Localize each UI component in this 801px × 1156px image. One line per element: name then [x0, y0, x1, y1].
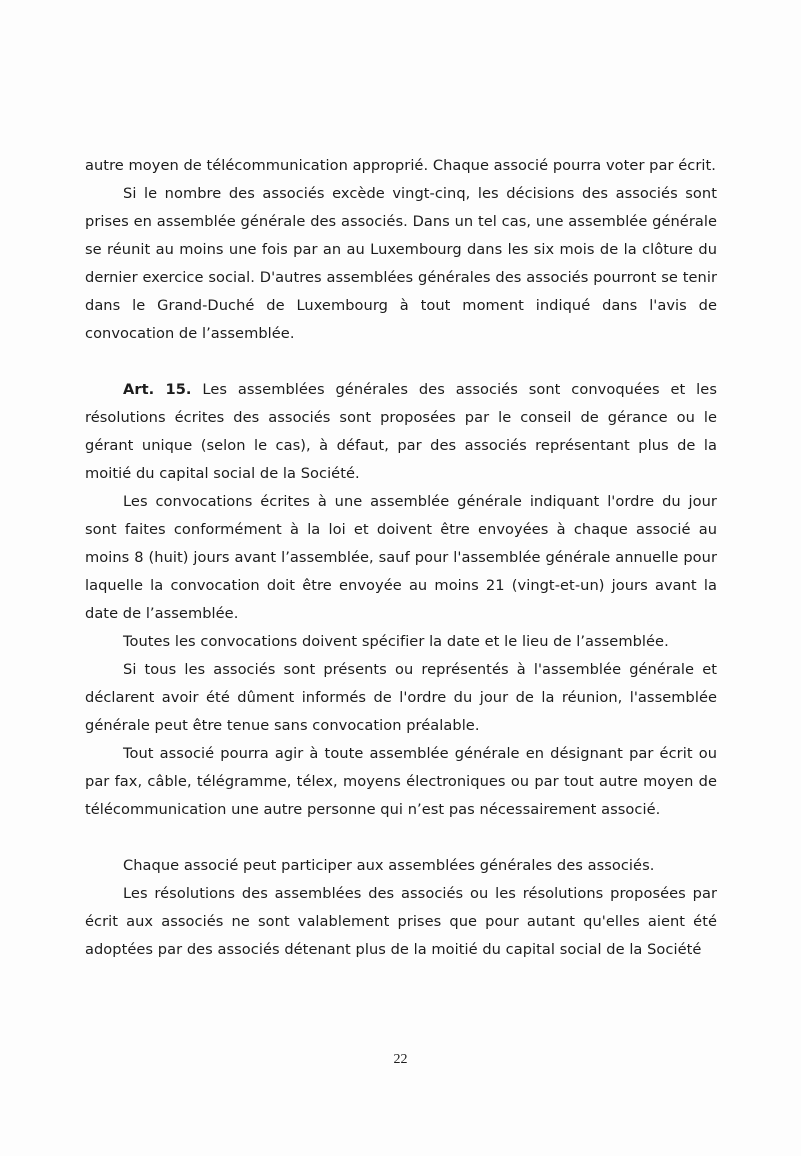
paragraph-convocation-content: Toutes les convocations doivent spécifier la date et le lieu de l’assemblée.	[123, 633, 669, 650]
paragraph-assembly-threshold: Si le nombre des associés excède vingt-cinq, les décisions des associés sont prises en assemblée générale des associés. Dans un tel cas, une assemblée générale se réunit au moins une fois par an au Luxembourg dans les six mois de la clôture du dernier exercice social. D'autres assemblées générales des associés pourront se tenir dans le Grand-Duché de Luxembourg à tout moment indiqué dans l'avis de convocation de l’assemblée.	[85, 185, 717, 342]
article-15-text: Les assemblées générales des associés sont convoquées et les résolutions écrites des associés sont proposées par le conseil de gérance ou le gérant unique (selon le cas), à défaut, par des associés représentant plus de la moitié du capital social de la Société.	[85, 381, 717, 482]
paragraph-proxy: Tout associé pourra agir à toute assemblée générale en désignant par écrit ou par fax, câble, télégramme, télex, moyens électroniques ou par tout autre moyen de télécommunication une autre personne qui n’est pas nécessairement associé.	[85, 745, 717, 818]
body-text	[85, 152, 717, 964]
page-number: 22	[393, 1052, 408, 1067]
paragraph-waiver: Si tous les associés sont présents ou représentés à l'assemblée générale et déclarent avoir été dûment informés de l'ordre du jour de la réunion, l'assemblée générale peut être tenue sans convocation préalable.	[85, 661, 717, 734]
paragraph-convocations: Les convocations écrites à une assemblée générale indiquant l'ordre du jour sont faites conformément à la loi et doivent être envoyées à chaque associé au moins 8 (huit) jours avant l’assemblée, sauf pour l'assemblée générale annuelle pour laquelle la convocation doit être envoyée au moins 21 (vingt-et-un) jours avant la date de l’assemblée.	[85, 493, 717, 622]
article-15-paragraph	[85, 376, 717, 488]
paragraph-participation: Chaque associé peut participer aux assemblées générales des associés.	[123, 857, 655, 874]
paragraph-continuation: autre moyen de télécommunication approprié. Chaque associé pourra voter par écrit.	[85, 157, 716, 174]
section-gap	[85, 824, 717, 852]
article-15-label: Art. 15.	[123, 381, 192, 398]
paragraph-resolutions: Les résolutions des assemblées des associés ou les résolutions proposées par écrit aux associés ne sont valablement prises que pour autant qu'elles aient été adoptées par des associés détenant plus de la moitié du capital social de la Société	[85, 885, 717, 958]
section-gap	[85, 348, 717, 376]
